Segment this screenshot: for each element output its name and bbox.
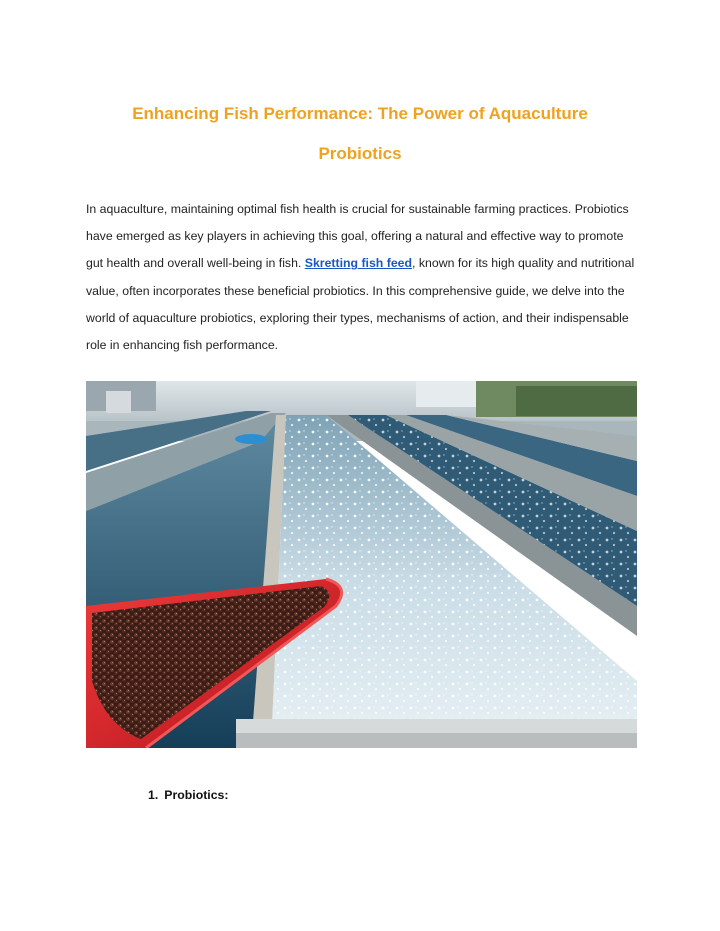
page-title-line-2: Probiotics xyxy=(318,144,402,163)
fish-feed-scoop-illustration xyxy=(86,381,637,748)
list-item-number: 1. xyxy=(148,788,159,802)
skretting-fish-feed-link[interactable]: Skretting fish feed xyxy=(304,256,413,271)
aquaculture-photo xyxy=(86,381,637,748)
intro-text-part-1: In aquaculture, maintaining optimal fish health is crucial for sustainable farming practices. Probiotics have emerged as key players in achieving this goal, offering a natural and effective way to promote gut health and overall well-being in fish. xyxy=(86,202,629,271)
list-item xyxy=(148,788,229,802)
list-item-label: Probiotics: xyxy=(164,788,229,802)
intro-text-part-2: , known for its high quality and nutritional value, often incorporates these beneficial probiotics. In this comprehensive guide, we delve into the world of aquaculture probiotics, exploring their types, mechanisms of action, and their indispensable role in enhancing fish performance. xyxy=(86,256,635,353)
page-title-line-1: Enhancing Fish Performance: The Power of Aquaculture xyxy=(132,104,588,123)
intro-paragraph xyxy=(86,196,638,359)
section-list xyxy=(148,788,229,802)
